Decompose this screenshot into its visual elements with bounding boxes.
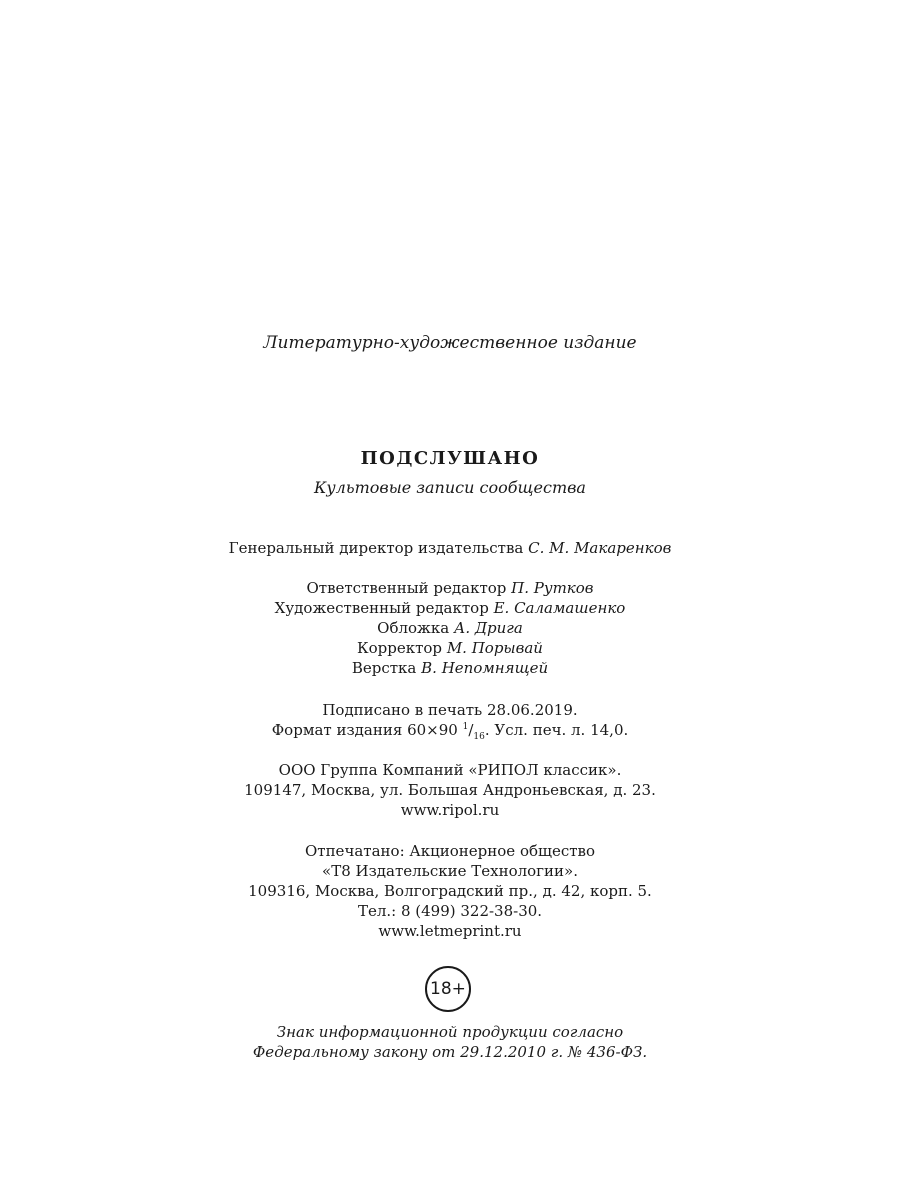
staff-role: Корректор xyxy=(357,639,443,657)
law-notice xyxy=(0,1022,900,1062)
staff-credit xyxy=(0,658,900,678)
director-role: Генеральный директор издательства xyxy=(228,539,524,557)
printer-website: www.letmeprint.ru xyxy=(378,922,522,940)
imprint-info xyxy=(0,700,900,740)
director-credit xyxy=(0,538,900,558)
printer-line-2: «Т8 Издательские Технологии». xyxy=(322,862,578,880)
staff-role: Верстка xyxy=(351,659,417,677)
publisher-address: 109147, Москва, ул. Большая Андроньевская, д. 23. xyxy=(244,781,656,799)
publisher-name: ООО Группа Компаний «РИПОЛ классик». xyxy=(278,761,622,779)
staff-credit xyxy=(0,578,900,598)
staff-name: Е. Саламашенко xyxy=(493,599,626,617)
staff-role: Ответственный редактор xyxy=(306,579,507,597)
format-numerator: 1 xyxy=(462,722,469,732)
publisher-info xyxy=(0,760,900,820)
staff-name: А. Дрига xyxy=(453,619,523,637)
staff-credit xyxy=(0,598,900,618)
staff-name: М. Порывай xyxy=(446,639,543,657)
staff-credits xyxy=(0,578,900,678)
book-subtitle: Культовые записи сообщества xyxy=(314,478,586,497)
staff-credit xyxy=(0,638,900,658)
signed-date: Подписано в печать 28.06.2019. xyxy=(322,701,578,719)
director-name: С. М. Макаренков xyxy=(528,539,672,557)
format-suffix: . Усл. печ. л. 14,0. xyxy=(484,721,629,739)
printer-address: 109316, Москва, Волгоградский пр., д. 42, корп. 5. xyxy=(248,882,652,900)
staff-role: Обложка xyxy=(377,619,450,637)
printer-phone: Тел.: 8 (499) 322-38-30. xyxy=(357,902,543,920)
printer-line-1: Отпечатано: Акционерное общество xyxy=(304,842,596,860)
format-prefix: Формат издания 60×90 xyxy=(271,721,458,739)
age-rating-badge: 18+ xyxy=(425,966,471,1012)
edition-format: Формат издания 60×90 $^1/_{16}$. Усл. печ. л. 14,0. xyxy=(271,721,629,742)
staff-credit xyxy=(0,618,900,638)
edition-type: Литературно-художественное издание xyxy=(263,333,637,353)
law-notice-line-1: Знак информационной продукции согласно xyxy=(276,1023,624,1041)
staff-role: Художественный редактор xyxy=(274,599,489,617)
book-title: ПОДСЛУШАНО xyxy=(360,448,540,469)
law-notice-line-2: Федеральному закону от 29.12.2010 г. № 436-ФЗ. xyxy=(252,1043,648,1061)
staff-name: В. Непомнящей xyxy=(421,659,549,677)
publisher-website: www.ripol.ru xyxy=(400,801,500,819)
printer-info xyxy=(0,841,900,941)
staff-name: П. Рутков xyxy=(511,579,594,597)
format-denominator: 16 xyxy=(473,732,485,742)
